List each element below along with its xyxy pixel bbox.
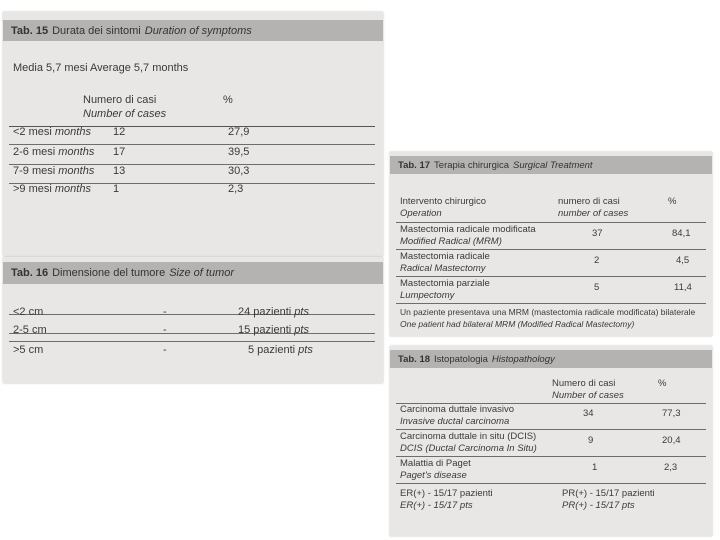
receptor-er-english: ER(+) - 15/17 pts [400, 500, 473, 511]
row-label-english: DCIS (Ductal Carcinoma In Situ) [400, 443, 537, 454]
row-size: <2 cm [13, 306, 44, 318]
row-count-italian: 24 pazienti [238, 306, 292, 318]
row-dash: - [163, 306, 167, 318]
col-header-cases-english-text: Number of cases [83, 108, 167, 120]
row-percent: 20,4 [662, 435, 681, 446]
row-label-english: months [58, 146, 95, 158]
row-divider [9, 341, 375, 342]
row-cases: 17 [113, 146, 126, 158]
row-percent: 4,5 [676, 255, 690, 266]
row-label-italian: 7-9 mesi [13, 165, 56, 177]
col-header-cases-english: Number of cases [552, 390, 624, 401]
row-count-english: pts [294, 306, 309, 318]
table-title-italian: Durata dei sintomi [52, 24, 141, 37]
row-percent: 39,5 [228, 146, 250, 158]
row-label-english: Paget's disease [400, 470, 467, 481]
receptor-pr-italian: PR(+) - 15/17 pazienti [562, 488, 655, 499]
average-line [13, 62, 188, 74]
table-number: Tab. 15 [11, 24, 49, 37]
table-title-italian: Dimensione del tumore [52, 267, 166, 279]
table-row [13, 182, 373, 200]
row-label-italian: Mastectomia parziale [400, 278, 490, 289]
col-header-cases-english: number of cases [558, 208, 629, 219]
row-percent: 84,1 [672, 228, 691, 239]
table-row [13, 145, 373, 163]
row-label-italian: Mastectomia radicale modificata [400, 224, 536, 235]
row-label [400, 431, 537, 455]
table-row [13, 305, 373, 323]
row-count [238, 324, 309, 336]
receptor-er [400, 488, 493, 512]
row-percent: 2,3 [228, 183, 244, 195]
row-percent: 2,3 [664, 462, 678, 473]
col-header-operation-english: Operation [400, 208, 442, 219]
row-size: 2-5 cm [13, 324, 47, 336]
table-title-english: Duration of symptoms [144, 24, 252, 37]
row-divider [396, 303, 706, 304]
table-title-english: Surgical Treatment [513, 159, 593, 171]
row-divider [396, 429, 706, 430]
footnote-italian: Un paziente presentava una MRM (mastectomia radicale modificata) bilaterale [400, 307, 696, 317]
row-label-english: Lumpectomy [400, 290, 455, 301]
row-label [13, 146, 94, 158]
table-footnote [400, 306, 695, 330]
header-divider [396, 222, 706, 223]
row-percent: 27,9 [228, 126, 250, 138]
col-header-percent: % [223, 94, 233, 106]
row-label [13, 165, 94, 177]
row-label-italian: >9 mesi [13, 183, 52, 195]
col-header-cases-italian: Numero di casi [552, 378, 616, 389]
table-title-english: Size of tumor [169, 267, 235, 279]
table-title-italian: Istopatologia [434, 353, 488, 365]
row-label [13, 183, 91, 195]
row-cases: 9 [588, 435, 594, 446]
receptor-er-italian: ER(+) - 15/17 pazienti [400, 488, 493, 499]
table-title-english: Histopathology [491, 353, 555, 365]
table-row [400, 224, 706, 250]
row-divider [396, 456, 706, 457]
col-header-cases [558, 196, 628, 220]
row-count [248, 344, 313, 356]
table-row [13, 164, 373, 182]
row-divider [396, 249, 706, 250]
row-label-italian: Malattia di Paget [400, 458, 471, 469]
row-percent: 11,4 [674, 282, 692, 293]
table-row [13, 125, 373, 143]
row-cases: 1 [592, 462, 598, 473]
row-label-english: months [54, 126, 91, 138]
footnote-english: One patient had bilateral MRM (Modified Radical Mastectomy) [400, 319, 635, 329]
table-title-italian: Terapia chirurgica [434, 159, 510, 171]
col-header-cases-italian: Numero di casi [83, 94, 157, 106]
table-size-of-tumor [3, 257, 383, 383]
receptor-pr [562, 488, 655, 512]
col-header-operation [400, 196, 486, 220]
table-row [400, 431, 706, 457]
row-label-italian: Mastectomia radicale [400, 251, 490, 262]
table-title-bar [3, 262, 383, 284]
row-count [238, 306, 309, 318]
row-label [400, 458, 471, 482]
table-surgical-treatment [390, 152, 712, 336]
col-header-cases [552, 378, 624, 402]
table-row [13, 343, 373, 361]
table-title-bar [390, 156, 712, 174]
row-label-english: Modified Radical (MRM) [400, 236, 502, 247]
receptor-pr-english: PR(+) - 15/17 pts [562, 500, 635, 511]
table-row [400, 278, 706, 304]
row-label-english: Radical Mastectomy [400, 263, 486, 274]
row-percent: 30,3 [228, 165, 250, 177]
table-title-bar [3, 20, 383, 41]
table-row [13, 323, 373, 341]
row-cases: 2 [594, 255, 600, 266]
row-cases: 1 [113, 183, 120, 195]
row-label-english: months [54, 183, 91, 195]
row-label [400, 224, 536, 248]
table-row [400, 404, 706, 430]
col-header-cases-english [83, 108, 166, 120]
row-count-italian: 15 pazienti [238, 324, 292, 336]
row-percent: 77,3 [662, 408, 681, 419]
col-header-percent: % [668, 196, 677, 207]
row-label [400, 404, 514, 428]
row-cases: 13 [113, 165, 126, 177]
average-italian: Media 5,7 mesi [13, 62, 88, 74]
row-divider [396, 276, 706, 277]
row-cases: 37 [592, 228, 603, 239]
table-duration-of-symptoms [3, 12, 383, 256]
row-dash: - [163, 324, 167, 336]
row-label-italian: <2 mesi [13, 126, 52, 138]
row-count-english: pts [298, 344, 313, 356]
average-english: Average 5,7 months [90, 62, 189, 74]
table-title-bar [390, 350, 712, 368]
row-label [13, 126, 91, 138]
row-label-english: months [58, 165, 95, 177]
row-label [400, 278, 490, 302]
row-label-italian: Carcinoma duttale invasivo [400, 404, 515, 415]
table-row [400, 251, 706, 277]
row-label-italian: 2-6 mesi [13, 146, 56, 158]
row-cases: 12 [113, 126, 126, 138]
row-label [400, 251, 490, 275]
col-header-percent: % [658, 378, 667, 389]
row-divider [396, 483, 706, 484]
row-label-italian: Carcinoma duttale in situ (DCIS) [400, 431, 537, 442]
table-histopathology [390, 346, 712, 536]
row-cases: 5 [594, 282, 600, 293]
table-number: Tab. 18 [398, 353, 431, 365]
col-header-cases-italian: numero di casi [558, 196, 620, 207]
row-count-english: pts [294, 324, 309, 336]
row-cases: 34 [583, 408, 594, 419]
row-label-english: Invasive ductal carcinoma [400, 416, 510, 427]
row-dash: - [163, 344, 167, 356]
table-row [400, 458, 706, 484]
table-number: Tab. 17 [398, 159, 431, 171]
row-count-italian: 5 pazienti [248, 344, 296, 356]
table-number: Tab. 16 [11, 267, 49, 279]
col-header-operation-italian: Intervento chirurgico [400, 196, 487, 207]
row-size: >5 cm [13, 344, 44, 356]
